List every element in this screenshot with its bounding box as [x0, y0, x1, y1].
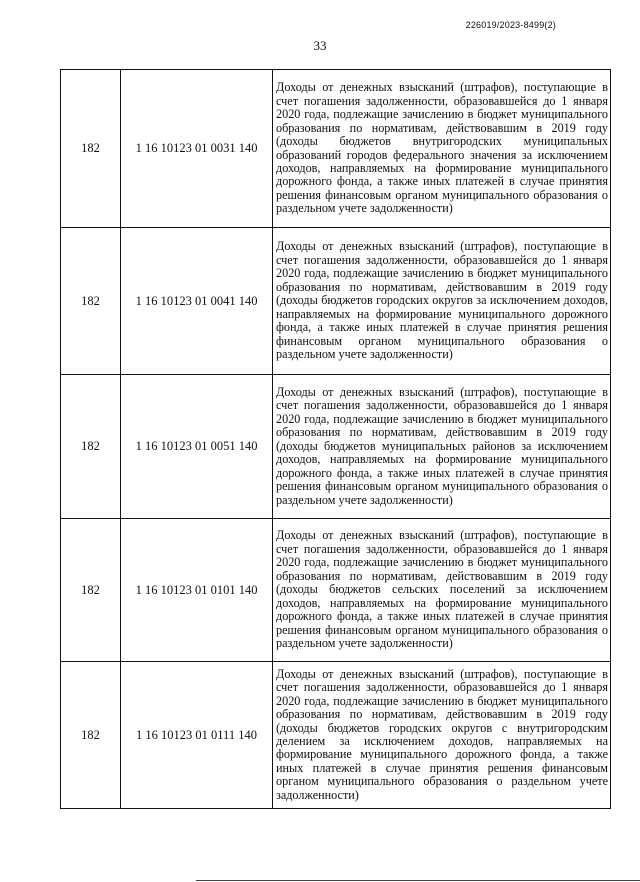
admin-code-cell: 182 [61, 662, 121, 809]
description-text: Доходы от денежных взысканий (штрафов), поступающие в счет погашения задолженности, образовавшейся до 1 января 2020 года, подлежащие зачислению в бюджет муниципального образования по нормативам, действовавшим в 2019 году (доходы бюджетов муниципальных районов за исключением доходов, направляемых на формирование муниципального дорожного фонда, а также иных платежей в случае принятия решения финансовым органом муниципального образования о раздельном учете задолженности) [276, 384, 608, 507]
budget-classification-code-cell: 1 16 10123 01 0051 140 [121, 375, 273, 519]
description-text: Доходы от денежных взысканий (штрафов), поступающие в счет погашения задолженности, образовавшейся до 1 января 2020 года, подлежащие зачислению в бюджет муниципального образования по нормативам, действовавшим в 2019 году (доходы бюджетов внутригородских муниципальных образований городов федерального значения за исключением доходов, направляемых на формирование муниципального дорожного фонда, а также иных платежей в случае принятия решения финансовым органом муниципального образования о раздельном учете задолженности) [276, 80, 608, 216]
document-registration-code: 226019/2023-8499(2) [465, 20, 556, 30]
budget-classification-code-cell: 1 16 10123 01 0101 140 [121, 519, 273, 662]
table-row [61, 375, 611, 519]
description-text: Доходы от денежных взысканий (штрафов), поступающие в счет погашения задолженности, образовавшейся до 1 января 2020 года, подлежащие зачислению в бюджет муниципального образования по нормативам, действовавшим в 2019 году (доходы бюджетов городских округов за исключением доходов, направляемых на формирование муниципального дорожного фонда, а также иных платежей в случае принятия решения финансовым органом муниципального образования о раздельном учете задолженности) [276, 239, 608, 362]
admin-code-cell: 182 [61, 228, 121, 375]
admin-code-cell: 182 [61, 519, 121, 662]
table-row [61, 70, 611, 228]
budget-classification-code-cell: 1 16 10123 01 0111 140 [121, 662, 273, 809]
budget-classification-code-cell: 1 16 10123 01 0031 140 [121, 70, 273, 228]
table-row [61, 662, 611, 809]
page-number: 33 [313, 38, 327, 53]
description-text: Доходы от денежных взысканий (штрафов), поступающие в счет погашения задолженности, образовавшейся до 1 января 2020 года, подлежащие зачислению в бюджет муниципального образования по нормативам, действовавшим в 2019 году (доходы бюджетов городских округов с внутригородским делением за исключением доходов, направляемых на формирование муниципального дорожного фонда, а также иных платежей в случае принятия решения финансовым органом муниципального образования о раздельном учете задолженности) [276, 666, 608, 802]
admin-code-cell: 182 [61, 70, 121, 228]
budget-classification-code-cell: 1 16 10123 01 0041 140 [121, 228, 273, 375]
description-cell [273, 662, 611, 809]
description-cell [273, 375, 611, 519]
description-cell [273, 519, 611, 662]
revenue-codes-table [60, 69, 611, 809]
table-row [61, 228, 611, 375]
table-row [61, 519, 611, 662]
description-cell [273, 228, 611, 375]
description-cell [273, 70, 611, 228]
description-text: Доходы от денежных взысканий (штрафов), поступающие в счет погашения задолженности, образовавшейся до 1 января 2020 года, подлежащие зачислению в бюджет муниципального образования по нормативам, действовавшим в 2019 году (доходы бюджетов сельских поселений за исключением доходов, направляемых на формирование муниципального дорожного фонда, а также иных платежей в случае принятия решения финансовым органом муниципального образования о раздельном учете задолженности) [276, 528, 608, 651]
scan-edge-line [196, 880, 640, 881]
admin-code-cell: 182 [61, 375, 121, 519]
